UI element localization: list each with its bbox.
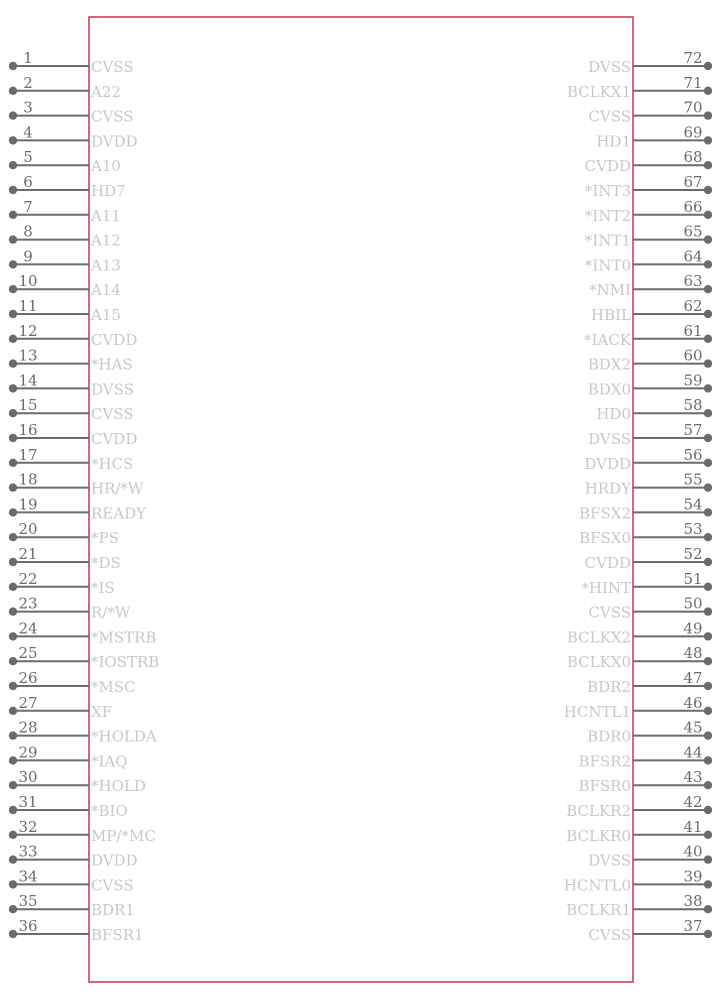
pin-name-label: *DS (91, 554, 121, 572)
pin-endpoint-dot (9, 632, 17, 640)
pin-endpoint-dot (704, 459, 712, 467)
pin-endpoint-dot (9, 62, 17, 70)
pin-51 (581, 570, 712, 597)
pin-name-label: BCLKR2 (566, 802, 631, 820)
pin-endpoint-dot (704, 880, 712, 888)
pin-65 (585, 223, 712, 250)
pin-7 (9, 198, 121, 225)
pin-name-label: CVSS (91, 405, 134, 424)
pin-number-label: 2 (23, 73, 33, 92)
pin-number-label: 60 (683, 346, 703, 365)
pin-14 (9, 371, 134, 398)
pin-endpoint-dot (704, 508, 712, 516)
pin-46 (564, 694, 712, 721)
pin-9 (9, 247, 121, 274)
pin-name-label: *HAS (91, 355, 133, 374)
pin-number-label: 7 (23, 197, 33, 216)
pin-40 (588, 843, 712, 870)
pin-57 (588, 421, 712, 448)
pin-number-label: 38 (683, 892, 703, 911)
pin-number-label: 30 (18, 768, 38, 787)
pin-endpoint-dot (9, 583, 17, 591)
pin-35 (9, 892, 135, 919)
pin-number-label: 10 (18, 272, 38, 291)
pin-name-label: BFSR0 (578, 777, 631, 796)
pin-name-label: CVDD (584, 554, 631, 572)
pin-66 (585, 198, 712, 225)
pin-number-label: 27 (18, 693, 38, 712)
pin-endpoint-dot (704, 335, 712, 343)
pin-43 (578, 768, 712, 795)
pin-number-label: 21 (18, 545, 38, 563)
pin-endpoint-dot (9, 186, 17, 194)
pin-name-label: *HINT (581, 578, 631, 597)
pin-12 (9, 322, 138, 349)
pin-endpoint-dot (704, 657, 712, 665)
pin-number-label: 72 (683, 49, 703, 67)
pin-endpoint-dot (704, 930, 712, 938)
pin-endpoint-dot (704, 285, 712, 293)
pin-name-label: HD7 (91, 182, 126, 200)
pin-endpoint-dot (9, 310, 17, 318)
pin-31 (9, 793, 128, 820)
pin-name-label: *HOLD (91, 777, 146, 796)
pin-33 (9, 843, 138, 870)
pin-endpoint-dot (704, 831, 712, 839)
pin-name-label: BCLKX2 (566, 628, 631, 647)
pin-endpoint-dot (9, 930, 17, 938)
pin-endpoint-dot (9, 87, 17, 95)
pin-endpoint-dot (9, 533, 17, 541)
pin-endpoint-dot (9, 409, 17, 417)
pin-number-label: 53 (683, 520, 703, 539)
pin-endpoint-dot (704, 211, 712, 219)
pin-name-label: DVDD (91, 132, 138, 151)
pin-name-label: A10 (91, 157, 121, 176)
pin-19 (9, 495, 147, 522)
pin-endpoint-dot (704, 235, 712, 243)
pin-11 (9, 297, 121, 324)
pin-16 (9, 421, 138, 448)
pin-name-label: CVDD (91, 430, 138, 448)
pin-name-label: BDX0 (587, 380, 631, 399)
pin-endpoint-dot (704, 731, 712, 739)
pin-endpoint-dot (704, 558, 712, 566)
pin-number-label: 43 (683, 768, 703, 787)
pin-42 (566, 793, 712, 820)
pin-endpoint-dot (704, 682, 712, 690)
pin-name-label: A12 (91, 231, 121, 250)
pin-44 (578, 743, 712, 770)
pin-name-label: DVDD (91, 851, 138, 870)
pin-number-label: 58 (683, 396, 703, 415)
pin-endpoint-dot (9, 161, 17, 169)
pin-name-label: CVDD (91, 330, 138, 349)
pin-endpoint-dot (704, 260, 712, 268)
pin-39 (564, 867, 712, 894)
pin-name-label: BCLKX1 (566, 82, 631, 101)
pin-name-label: A14 (91, 281, 121, 300)
pin-name-label: HBIL (591, 306, 631, 324)
pin-name-label: *NMI (589, 281, 631, 300)
pin-number-label: 6 (23, 173, 33, 191)
component-body (89, 17, 633, 982)
pin-endpoint-dot (704, 806, 712, 814)
pin-endpoint-dot (9, 880, 17, 888)
pin-name-label: DVSS (588, 851, 631, 870)
pin-number-label: 50 (683, 594, 703, 613)
pin-28 (9, 719, 157, 746)
pin-endpoint-dot (704, 409, 712, 417)
pin-name-label: A11 (91, 206, 121, 225)
pin-endpoint-dot (704, 136, 712, 144)
pin-endpoint-dot (9, 607, 17, 615)
pin-name-label: BFSR2 (578, 752, 631, 771)
pin-2 (9, 74, 121, 101)
pin-endpoint-dot (704, 707, 712, 715)
pin-45 (587, 719, 712, 746)
pin-number-label: 23 (18, 594, 38, 613)
pin-name-label: HCNTL1 (563, 702, 631, 721)
pin-number-label: 37 (683, 917, 703, 935)
pin-18 (9, 471, 144, 498)
pin-endpoint-dot (704, 186, 712, 194)
pin-number-label: 3 (23, 98, 33, 117)
pin-number-label: 52 (683, 545, 703, 563)
pin-endpoint-dot (9, 682, 17, 690)
pin-endpoint-dot (9, 285, 17, 293)
pin-endpoint-dot (9, 781, 17, 789)
pin-number-label: 4 (23, 123, 33, 142)
pin-number-label: 49 (683, 619, 703, 638)
pin-name-label: BFSR1 (91, 926, 144, 944)
pin-endpoint-dot (9, 558, 17, 566)
pin-name-label: BDR1 (91, 901, 135, 920)
pin-endpoint-dot (9, 359, 17, 367)
pin-name-label: *HOLDA (91, 727, 157, 746)
pin-name-label: BDX2 (587, 355, 631, 374)
pin-58 (596, 396, 712, 423)
pin-70 (588, 99, 712, 126)
pin-endpoint-dot (704, 855, 712, 863)
pin-number-label: 62 (683, 297, 703, 315)
pin-endpoint-dot (9, 211, 17, 219)
pin-68 (585, 148, 713, 175)
pin-62 (591, 297, 712, 324)
pin-name-label: CVSS (588, 107, 631, 126)
pin-name-label: *INT2 (584, 206, 631, 225)
pin-number-label: 42 (683, 793, 703, 811)
pin-endpoint-dot (704, 359, 712, 367)
pin-24 (9, 619, 157, 646)
pin-number-label: 14 (18, 371, 38, 390)
pin-name-label: CVSS (91, 876, 134, 895)
pin-number-label: 69 (683, 123, 703, 142)
pin-64 (585, 247, 712, 274)
pin-67 (585, 173, 712, 200)
pin-54 (579, 495, 712, 522)
pin-number-label: 24 (18, 619, 38, 638)
pin-name-label: BDR0 (587, 727, 631, 746)
pin-32 (9, 818, 156, 845)
pin-30 (9, 768, 146, 795)
pin-name-label: READY (91, 504, 147, 523)
pin-59 (588, 371, 712, 398)
pin-60 (588, 347, 712, 374)
pin-endpoint-dot (9, 335, 17, 343)
pin-name-label: *MSC (91, 678, 136, 696)
pin-number-label: 46 (683, 693, 703, 712)
pin-41 (566, 818, 712, 845)
pin-71 (567, 74, 712, 101)
pin-endpoint-dot (9, 657, 17, 665)
pin-4 (9, 123, 138, 150)
pin-number-label: 9 (23, 247, 33, 266)
pin-name-label: CVSS (91, 58, 134, 76)
pin-25 (9, 644, 160, 671)
pin-name-label: HD0 (596, 405, 631, 424)
pin-endpoint-dot (9, 235, 17, 243)
pin-name-label: CVSS (91, 107, 134, 126)
pin-number-label: 56 (683, 445, 703, 464)
pin-number-label: 28 (18, 718, 38, 737)
pin-22 (9, 570, 115, 597)
pin-endpoint-dot (9, 831, 17, 839)
pin-endpoint-dot (9, 111, 17, 119)
pin-name-label: DVSS (588, 58, 631, 76)
pin-name-label: BFSX2 (579, 504, 631, 523)
pin-number-label: 51 (683, 569, 703, 588)
pin-endpoint-dot (9, 260, 17, 268)
pin-endpoint-dot (704, 483, 712, 491)
pin-name-label: BFSX0 (579, 529, 631, 548)
pin-number-label: 18 (18, 470, 38, 489)
pin-number-label: 35 (18, 892, 38, 911)
pin-number-label: 66 (683, 197, 703, 216)
pin-53 (579, 520, 712, 547)
pin-number-label: 61 (683, 321, 703, 340)
pin-3 (9, 99, 134, 126)
pin-52 (585, 545, 713, 572)
pin-endpoint-dot (9, 136, 17, 144)
pin-63 (589, 272, 712, 299)
pin-number-label: 11 (18, 297, 38, 315)
pin-name-label: BCLKR0 (566, 826, 631, 845)
pin-name-label: *INT3 (584, 182, 631, 200)
pin-72 (588, 49, 712, 76)
pin-56 (584, 446, 712, 473)
pin-endpoint-dot (704, 632, 712, 640)
pin-number-label: 57 (683, 421, 703, 439)
pin-21 (9, 545, 121, 572)
pin-endpoint-dot (704, 87, 712, 95)
pin-number-label: 47 (683, 669, 703, 687)
pin-number-label: 41 (683, 817, 703, 836)
right-pin-group (564, 49, 712, 944)
pin-number-label: 33 (18, 842, 38, 861)
pin-name-label: CVSS (588, 926, 631, 944)
pin-8 (9, 223, 121, 250)
pin-name-label: BDR2 (587, 678, 631, 696)
pin-number-label: 32 (18, 817, 38, 836)
pin-50 (588, 595, 712, 622)
pin-49 (567, 619, 712, 646)
pin-number-label: 65 (683, 222, 703, 241)
pin-1 (9, 49, 134, 76)
pin-number-label: 68 (683, 148, 703, 167)
pin-endpoint-dot (9, 756, 17, 764)
pin-55 (585, 471, 713, 498)
pin-number-label: 16 (18, 421, 38, 439)
pin-endpoint-dot (704, 384, 712, 392)
pin-23 (9, 595, 131, 622)
pin-endpoint-dot (704, 607, 712, 615)
pin-number-label: 29 (18, 743, 38, 762)
pin-endpoint-dot (9, 459, 17, 467)
pin-number-label: 36 (18, 917, 38, 935)
pin-number-label: 31 (18, 793, 38, 811)
pin-endpoint-dot (704, 583, 712, 591)
pin-name-label: *IAQ (91, 752, 128, 771)
pin-number-label: 19 (18, 495, 38, 514)
pin-endpoint-dot (9, 434, 17, 442)
pin-number-label: 55 (683, 470, 703, 489)
pin-name-label: *MSTRB (91, 628, 157, 647)
pin-endpoint-dot (704, 533, 712, 541)
pin-number-label: 15 (18, 396, 38, 415)
pin-name-label: HCNTL0 (563, 876, 631, 895)
pin-number-label: 25 (18, 644, 38, 663)
pin-name-label: CVSS (588, 603, 631, 622)
pin-37 (588, 917, 712, 944)
pin-number-label: 34 (18, 867, 38, 886)
pin-name-label: CVDD (584, 157, 631, 176)
pin-endpoint-dot (704, 62, 712, 70)
pin-number-label: 45 (683, 718, 703, 737)
pin-endpoint-dot (704, 756, 712, 764)
pin-name-label: A13 (91, 256, 121, 275)
pin-29 (9, 743, 128, 770)
pin-name-label: XF (91, 702, 113, 721)
pin-number-label: 39 (683, 867, 703, 886)
pin-number-label: 59 (683, 371, 703, 390)
pin-5 (9, 148, 121, 175)
pin-number-label: 70 (683, 98, 703, 117)
pin-number-label: 40 (683, 842, 703, 861)
pin-name-label: HD1 (596, 132, 631, 151)
pin-number-label: 17 (18, 445, 38, 464)
pin-47 (587, 669, 712, 696)
pin-name-label: HRDY (584, 479, 631, 498)
pin-endpoint-dot (9, 855, 17, 863)
pin-endpoint-dot (704, 905, 712, 913)
pin-name-label: *HCS (91, 454, 134, 473)
pin-10 (9, 272, 121, 299)
pin-6 (9, 173, 126, 200)
pin-36 (9, 917, 144, 944)
pin-number-label: 13 (18, 346, 38, 365)
pin-17 (9, 446, 134, 473)
pin-name-label: DVDD (584, 454, 631, 473)
pin-name-label: A15 (91, 306, 121, 324)
pin-13 (9, 347, 133, 374)
pin-number-label: 71 (683, 73, 703, 92)
pin-number-label: 26 (18, 669, 38, 687)
pin-endpoint-dot (704, 781, 712, 789)
pin-name-label: DVSS (91, 380, 134, 399)
pin-endpoint-dot (9, 707, 17, 715)
pin-name-label: BCLKR1 (566, 901, 631, 920)
pin-number-label: 8 (23, 222, 33, 241)
pin-name-label: DVSS (588, 430, 631, 448)
pin-endpoint-dot (704, 111, 712, 119)
pin-15 (9, 396, 134, 423)
pin-name-label: A22 (91, 82, 121, 101)
pin-number-label: 44 (683, 743, 703, 762)
pin-69 (596, 123, 712, 150)
pin-name-label: *IS (91, 578, 115, 597)
pin-34 (9, 867, 134, 894)
pin-endpoint-dot (9, 806, 17, 814)
pin-number-label: 5 (23, 148, 33, 167)
pin-name-label: *IACK (584, 330, 631, 349)
pin-name-label: *PS (91, 529, 119, 548)
pin-endpoint-dot (704, 161, 712, 169)
pin-number-label: 22 (18, 569, 38, 588)
left-pin-group (9, 49, 160, 944)
pin-number-label: 1 (23, 49, 33, 67)
pin-name-label: BCLKX0 (566, 653, 631, 672)
pin-endpoint-dot (9, 384, 17, 392)
pin-number-label: 48 (683, 644, 703, 663)
pin-endpoint-dot (9, 483, 17, 491)
pin-61 (584, 322, 712, 349)
pin-endpoint-dot (704, 310, 712, 318)
pin-26 (9, 669, 136, 696)
pin-27 (9, 694, 112, 721)
pin-number-label: 12 (18, 321, 38, 340)
pin-20 (9, 520, 119, 547)
pin-name-label: MP/*MC (91, 826, 156, 845)
pin-38 (566, 892, 712, 919)
pin-endpoint-dot (9, 508, 17, 516)
pin-number-label: 20 (18, 520, 38, 539)
pin-number-label: 54 (683, 495, 703, 514)
pin-name-label: *BIO (91, 802, 128, 820)
pin-name-label: *IOSTRB (91, 653, 160, 672)
pin-endpoint-dot (9, 731, 17, 739)
pin-name-label: R/*W (91, 603, 131, 622)
pin-48 (567, 644, 712, 671)
pin-endpoint-dot (704, 434, 712, 442)
pin-endpoint-dot (9, 905, 17, 913)
pin-number-label: 63 (683, 272, 703, 291)
pin-number-label: 64 (683, 247, 703, 266)
pin-name-label: *INT0 (584, 256, 631, 275)
pin-number-label: 67 (683, 173, 703, 191)
pin-name-label: HR/*W (91, 479, 144, 498)
pin-name-label: *INT1 (584, 231, 631, 250)
